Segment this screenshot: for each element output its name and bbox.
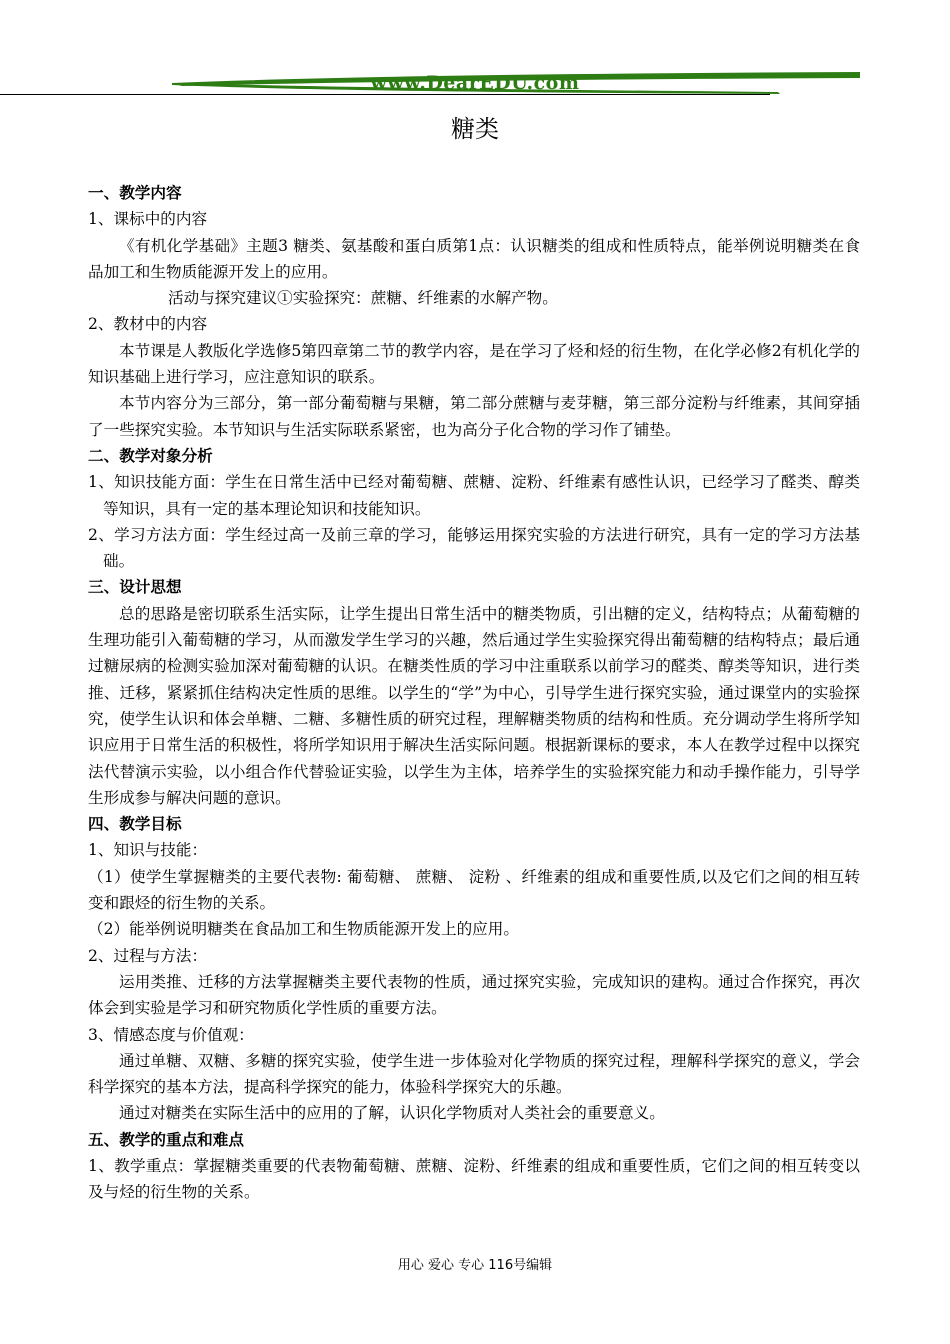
document-body — [88, 180, 860, 1206]
body-paragraph: 本节课是人教版化学选修5第四章第二节的教学内容，是在学习了烃和烃的衍生物，在化学必修2有机化学的知识基础上进行学习，应注意知识的联系。 — [88, 341, 860, 387]
subsection-label: 2、过程与方法： — [88, 946, 208, 965]
section-heading: 三、设计思想 — [88, 578, 182, 597]
subsection-label: 3、情感态度与价值观： — [88, 1025, 254, 1044]
section-heading: 四、教学目标 — [88, 815, 182, 834]
body-paragraph: 通过对糖类在实际生活中的应用的了解，认识化学物质对人类社会的重要意义。 — [119, 1104, 665, 1123]
page-footer: 用心 爱心 专心 116号编辑 — [397, 1258, 553, 1273]
section-heading: 五、教学的重点和难点 — [88, 1130, 244, 1149]
body-paragraph: 本节内容分为三部分，第一部分葡萄糖与果糖，第二部分蔗糖与麦芽糖，第三部分淀粉与纤维素，其间穿插了一些探究实验。本节知识与生活实际联系紧密，也为高分子化合物的学习作了铺垫。 — [88, 394, 860, 439]
list-item: 1、知识技能方面：学生在日常生活中已经对葡萄糖、蔗糖、淀粉、纤维素有感性认识，已经学习了醛类、醇类等知识，具有一定的基本理论知识和技能知识。 — [88, 473, 860, 518]
body-paragraph-indented: 活动与探究建议①实验探究：蔗糖、纤维素的水解产物。 — [168, 289, 558, 308]
page-title: 糖类 — [451, 115, 499, 143]
subsection-label: 2、教材中的内容 — [88, 315, 208, 334]
body-paragraph: 运用类推、迁移的方法掌握糖类主要代表物的性质，通过探究实验，完成知识的建构。通过合作探究，再次体会到实验是学习和研究物质化学性质的重要方法。 — [88, 972, 860, 1018]
header-rule — [0, 94, 770, 95]
site-header — [90, 70, 860, 96]
site-logo-text[interactable]: www.DearEDU.com — [370, 72, 580, 94]
subsection-label: 1、知识与技能： — [88, 841, 208, 860]
body-paragraph: 《有机化学基础》主题3 糖类、氨基酸和蛋白质第1点：认识糖类的组成和性质特点，能举例说明糖类在食品加工和生物质能源开发上的应用。 — [88, 236, 860, 281]
list-item: 2、学习方法方面：学生经过高一及前三章的学习，能够运用探究实验的方法进行研究，具有一定的学习方法基础。 — [88, 525, 860, 571]
section-heading: 二、教学对象分析 — [88, 446, 213, 465]
body-paragraph: 通过单糖、双糖、多糖的探究实验，使学生进一步体验对化学物质的探究过程，理解科学探究的意义，学会科学探究的基本方法，提高科学探究的能力，体验科学探究大的乐趣。 — [88, 1051, 860, 1097]
subsection-label: 1、课标中的内容 — [88, 210, 208, 229]
section-heading: 一、教学内容 — [88, 184, 182, 202]
body-line: （2）能举例说明糖类在食品加工和生物质能源开发上的应用。 — [88, 920, 519, 939]
body-line: 1、教学重点：掌握糖类重要的代表物葡萄糖、蔗糖、淀粉、纤维素的组成和重要性质，它们之间的相互转变以及与烃的衍生物的关系。 — [88, 1156, 860, 1202]
body-paragraph: 总的思路是密切联系生活实际，让学生提出日常生活中的糖类物质，引出糖的定义，结构特点；从葡萄糖的生理功能引入葡萄糖的学习，从而激发学生学习的兴趣，然后通过学生实验探究得出葡萄糖的结构特点；最后通过糖尿病的检测实验加深对葡萄糖的认识。在糖类性质的学习中注重联系以前学习的醛类、醇类等知识，进行类推、迁移，紧紧抓住结构决定性质的思维。以学生的“学”为中心，引导学生进行探究实验，通过课堂内的实验探究，使学生认识和体会单糖、二糖、多糖性质的研究过程，理解糖类物质的结构和性质。充分调动学生将所学知识应用于日常生活的积极性，将所学知识用于解决生活实际问题。根据新课标的要求，本人在教学过程中以探究法代替演示实验，以小组合作代替验证实验，以学生为主体，培养学生的实验探究能力和动手操作能力，引导学生形成参与解决问题的意识。 — [88, 604, 860, 807]
body-line: （1）使学生掌握糖类的主要代表物: 葡萄糖、 蔗糖、 淀粉 、纤维素的组成和重要性质,以及它们之间的相互转变和跟烃的衍生物的关系。 — [88, 867, 860, 913]
